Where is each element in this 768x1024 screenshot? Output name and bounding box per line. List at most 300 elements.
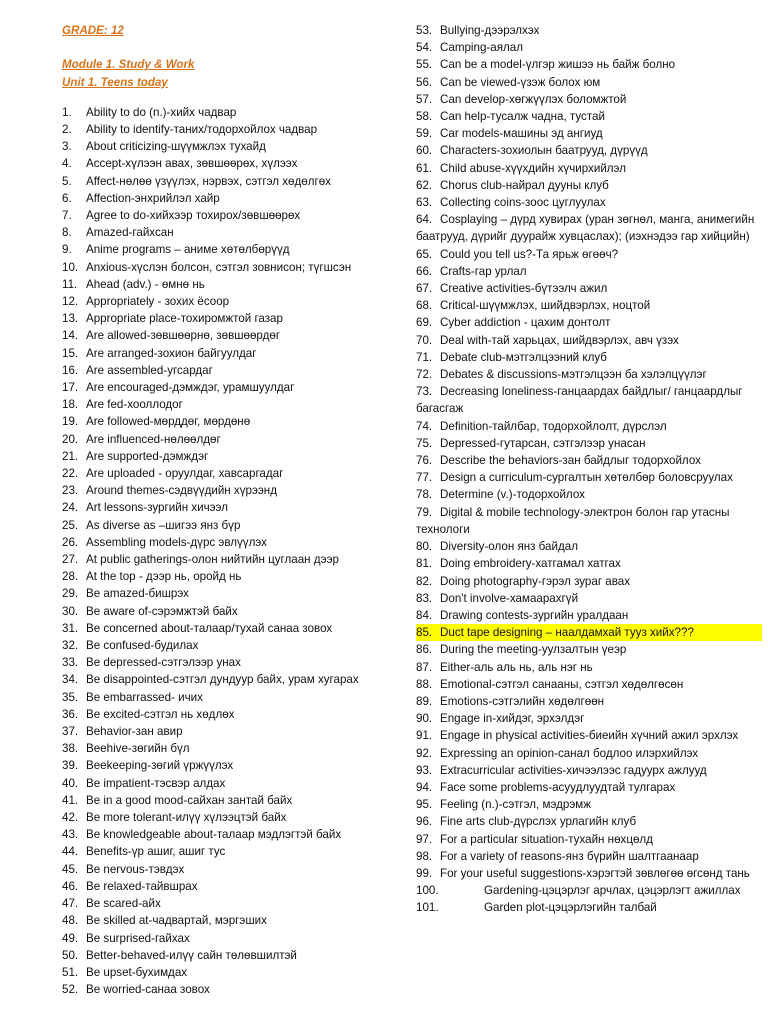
vocab-item bbox=[62, 826, 407, 843]
vocab-item bbox=[416, 710, 762, 727]
vocab-item-text: Appropriately - зохих ёсоор bbox=[86, 294, 230, 308]
vocab-item-text: Appropriate place-тохиромжтой газар bbox=[86, 312, 283, 326]
left-column bbox=[62, 22, 407, 998]
vocab-item bbox=[62, 155, 407, 172]
vocab-item-number: 97. bbox=[416, 832, 433, 846]
vocab-item-text: Be depressed-сэтгэлээр унах bbox=[86, 656, 241, 670]
vocab-item-number: 53. bbox=[416, 24, 433, 37]
vocab-item bbox=[62, 104, 407, 121]
vocab-item bbox=[62, 740, 407, 757]
vocab-item bbox=[62, 276, 407, 293]
vocab-item-text: Engage in-хийдэг, эрхэлдэг bbox=[440, 712, 585, 726]
vocab-item-number: 81. bbox=[416, 557, 433, 571]
vocab-item bbox=[416, 848, 762, 865]
vocab-item bbox=[62, 499, 407, 516]
vocab-item-number: 14. bbox=[62, 329, 79, 343]
vocab-item-text: Accept-хүлээн авах, зөвшөөрөх, хүлээх bbox=[86, 157, 298, 171]
vocab-item bbox=[62, 654, 407, 671]
vocab-item-number: 43. bbox=[62, 828, 79, 842]
vocab-item-text: Expressing an opinion-санал бодлоо илэрхийлэх bbox=[440, 746, 699, 760]
vocab-item-number: 12. bbox=[62, 294, 79, 308]
vocab-item bbox=[416, 366, 762, 383]
vocab-item-text: Agree to do-хийхээр тохирох/зөвшөөрөх bbox=[86, 208, 301, 222]
vocab-item-number: 39. bbox=[62, 759, 79, 773]
vocab-item bbox=[416, 779, 762, 796]
vocab-item-text: Anime programs – аниме хөтөлбөрүүд bbox=[86, 243, 290, 257]
vocab-item-text: Around themes-сэдвүүдийн хүрээнд bbox=[86, 484, 277, 498]
vocab-item bbox=[62, 568, 407, 585]
vocab-item bbox=[62, 706, 407, 723]
vocab-item-number: 46. bbox=[62, 879, 79, 893]
vocab-item-text: As diverse as –шигээ янз бүр bbox=[86, 518, 241, 532]
vocab-item-number: 29. bbox=[62, 587, 79, 601]
vocab-list-left bbox=[62, 104, 407, 999]
vocab-item-text: Be knowledgeable about-талаар мэдлэгтэй байх bbox=[86, 828, 342, 842]
vocab-item bbox=[62, 241, 407, 258]
vocab-item bbox=[416, 486, 762, 503]
vocab-item-text: Depressed-гутарсан, сэтгэлээр унасан bbox=[440, 436, 646, 450]
vocab-item-number: 99. bbox=[416, 866, 433, 880]
vocab-item-number: 36. bbox=[62, 707, 79, 721]
vocab-item bbox=[416, 555, 762, 572]
vocab-item bbox=[62, 861, 407, 878]
vocab-item-text: Emotional-сэтгэл санааны, сэтгэл хөдөлгөсөн bbox=[440, 677, 684, 691]
vocab-item-text: During the meeting-уулзалтын үеэр bbox=[440, 643, 627, 657]
vocab-item bbox=[416, 280, 762, 297]
vocab-item bbox=[62, 190, 407, 207]
vocab-item bbox=[62, 465, 407, 482]
vocab-item-text: Beehive-зөгийн бүл bbox=[86, 742, 190, 756]
vocab-item-text: Duct tape designing – наалдамхай тууз хийх??? bbox=[440, 624, 762, 641]
vocab-item-number: 15. bbox=[62, 346, 79, 360]
vocab-item bbox=[416, 538, 762, 555]
vocab-item bbox=[416, 142, 762, 159]
vocab-item-number: 55. bbox=[416, 58, 433, 72]
vocab-item-number: 58. bbox=[416, 110, 433, 124]
vocab-item-text: Collecting coins-зоос цуглуулах bbox=[440, 196, 606, 210]
vocab-item-number: 34. bbox=[62, 673, 79, 687]
vocab-item-number: 56. bbox=[416, 75, 433, 89]
vocab-item bbox=[416, 177, 762, 194]
vocab-item-text: Be concerned about-талаар/тухай санаа зовох bbox=[86, 621, 333, 635]
vocab-item-text: Are uploaded - оруулдаг, хавсаргадаг bbox=[86, 467, 284, 481]
vocab-item bbox=[416, 573, 762, 590]
vocab-item bbox=[62, 207, 407, 224]
vocab-item-text: Are fed-хооллодог bbox=[86, 398, 183, 412]
vocab-item-number: 32. bbox=[62, 639, 79, 653]
vocab-item-number: 98. bbox=[416, 849, 433, 863]
vocab-item-text: Gardening-цэцэрлэг арчлах, цэцэрлэгт ажиллах bbox=[484, 884, 741, 898]
vocab-item-text: Be disappointed-сэтгэл дундуур байх, урам хугарах bbox=[86, 673, 359, 687]
vocab-item-number: 5. bbox=[62, 174, 72, 188]
vocab-item-number: 88. bbox=[416, 677, 433, 691]
vocab-item-number: 24. bbox=[62, 501, 79, 515]
vocab-item-text: Benefits-үр ашиг, ашиг тус bbox=[86, 845, 226, 859]
vocab-item-text: Be embarrassed- ичих bbox=[86, 690, 203, 704]
vocab-item-number: 93. bbox=[416, 763, 433, 777]
vocab-item bbox=[416, 831, 762, 848]
vocab-item-text: Are allowed-зөвшөөрнө, зөвшөөрдөг bbox=[86, 329, 281, 343]
vocab-item-text: At public gatherings-олон нийтийн цуглаан дээр bbox=[86, 553, 339, 567]
vocab-item-number: 28. bbox=[62, 570, 79, 584]
vocab-item-number: 82. bbox=[416, 574, 433, 588]
vocab-item-number: 73. bbox=[416, 385, 433, 399]
vocab-item bbox=[62, 413, 407, 430]
vocab-item bbox=[416, 91, 762, 108]
vocab-item-number: 31. bbox=[62, 621, 79, 635]
vocab-item-number: 60. bbox=[416, 144, 433, 158]
vocab-item bbox=[62, 637, 407, 654]
vocab-item-number: 13. bbox=[62, 312, 79, 326]
vocab-item bbox=[416, 899, 762, 916]
vocab-item-text: Be scared-айх bbox=[86, 897, 161, 911]
vocab-item-text: For your useful suggestions-хэрэгтэй зөвлөгөө өгсөнд тань bbox=[440, 866, 750, 880]
vocab-item bbox=[62, 121, 407, 138]
vocab-item-text: Feeling (n.)-сэтгэл, мэдрэмж bbox=[440, 798, 591, 812]
vocab-item-number: 41. bbox=[62, 793, 79, 807]
vocab-item-text: Fine arts club-дүрслэх урлагийн клуб bbox=[440, 815, 637, 829]
vocab-item-number: 27. bbox=[62, 553, 79, 567]
vocab-item-number: 80. bbox=[416, 540, 433, 554]
vocab-item-number: 8. bbox=[62, 226, 72, 240]
vocab-item-number: 38. bbox=[62, 742, 79, 756]
vocab-item bbox=[62, 930, 407, 947]
vocab-item-text: Definition-тайлбар, тодорхойлолт, дүрслэл bbox=[440, 419, 667, 433]
vocab-item bbox=[62, 689, 407, 706]
vocab-item-text: Be excited-сэтгэл нь хөдлөх bbox=[86, 707, 235, 721]
vocab-item bbox=[62, 878, 407, 895]
vocab-item bbox=[416, 659, 762, 676]
vocab-item bbox=[62, 517, 407, 534]
vocab-item-number: 1. bbox=[62, 105, 72, 119]
vocab-item-text: Drawing contests-зургийн уралдаан bbox=[440, 608, 629, 622]
vocab-item bbox=[62, 620, 407, 637]
vocab-item-text: Describe the behaviors-зан байдлыг тодорхойлох bbox=[440, 454, 701, 468]
vocab-item bbox=[62, 809, 407, 826]
vocab-item-number: 61. bbox=[416, 161, 433, 175]
vocab-item-number: 20. bbox=[62, 432, 79, 446]
vocab-item-number: 77. bbox=[416, 471, 433, 485]
vocab-item bbox=[416, 607, 762, 624]
vocab-item-number: 62. bbox=[416, 178, 433, 192]
vocab-item bbox=[416, 796, 762, 813]
vocab-item bbox=[416, 74, 762, 91]
vocab-item-text: Beekeeping-зөгий үржүүлэх bbox=[86, 759, 234, 773]
vocab-item bbox=[416, 813, 762, 830]
vocab-item-text: Extracurricular activities-хичээлээс гадуурх ажлууд bbox=[440, 763, 707, 777]
vocab-item-number: 87. bbox=[416, 660, 433, 674]
vocab-item bbox=[62, 379, 407, 396]
vocab-item-number: 22. bbox=[62, 467, 79, 481]
vocab-item-number: 23. bbox=[62, 484, 79, 498]
vocab-item-number: 17. bbox=[62, 381, 79, 394]
vocab-item bbox=[416, 624, 762, 641]
vocab-item-number: 68. bbox=[416, 299, 433, 313]
module-heading: Module 1. Study & Work bbox=[62, 58, 195, 72]
vocab-item-text: At the top - дээр нь, оройд нь bbox=[86, 570, 242, 584]
vocab-item bbox=[416, 263, 762, 280]
vocab-item bbox=[62, 757, 407, 774]
vocab-item bbox=[416, 745, 762, 762]
vocab-item bbox=[416, 504, 762, 538]
vocab-item-number: 74. bbox=[416, 419, 433, 433]
vocab-item bbox=[62, 224, 407, 241]
vocab-item-number: 89. bbox=[416, 694, 433, 708]
vocab-item-text: Behavior-зан авир bbox=[86, 725, 183, 739]
vocab-item-number: 100. bbox=[416, 884, 439, 898]
vocab-item-text: Car models-машины эд ангиуд bbox=[440, 127, 603, 141]
vocab-item-text: Better-behaved-илүү сайн төлөвшилтэй bbox=[86, 948, 297, 962]
vocab-item-text: Face some problems-асуудлуудтай тулгарах bbox=[440, 780, 676, 794]
vocab-item-text: Creative activities-бүтээлч ажил bbox=[440, 282, 608, 296]
vocab-item bbox=[62, 138, 407, 155]
vocab-item-number: 54. bbox=[416, 41, 433, 55]
unit-heading: Unit 1. Teens today bbox=[62, 75, 168, 89]
vocab-item-text: Decreasing loneliness-ганцаардах байдлыг/ ганцаардлыг багасгаж bbox=[416, 385, 743, 416]
vocab-item-number: 63. bbox=[416, 196, 433, 210]
vocab-item bbox=[416, 349, 762, 366]
vocab-item-number: 76. bbox=[416, 454, 433, 468]
vocab-item-number: 70. bbox=[416, 333, 433, 347]
vocab-item-text: Be skilled at-чадвартай, мэргэших bbox=[86, 914, 267, 928]
vocab-item bbox=[62, 293, 407, 310]
vocab-item-number: 94. bbox=[416, 780, 433, 794]
vocab-item-number: 71. bbox=[416, 350, 433, 364]
vocab-item-text: Anxious-хүслэн болсон, сэтгэл зовнисон; түгшсэн bbox=[86, 260, 352, 274]
vocab-item-text: Characters-зохиолын баатрууд, дүрүүд bbox=[440, 144, 648, 158]
vocab-item-number: 30. bbox=[62, 604, 79, 618]
vocab-item-number: 10. bbox=[62, 260, 79, 274]
vocab-item-text: Affect-нөлөө үзүүлэх, нэрвэх, сэтгэл хөдөлгөх bbox=[86, 174, 331, 188]
vocab-item bbox=[62, 603, 407, 620]
vocab-item-number: 16. bbox=[62, 363, 79, 377]
vocab-item-text: Cosplaying – дүрд хувирах (уран зөгнөл, манга, анимегийн баатрууд, дүрийг дуурайж хувцаслах); (иэхнэдээ гар хийцийн) bbox=[416, 213, 755, 244]
vocab-item bbox=[62, 585, 407, 602]
vocab-item-text: For a variety of reasons-янз бүрийн шалтгаанаар bbox=[440, 849, 699, 863]
vocab-item bbox=[416, 125, 762, 142]
vocab-item-number: 86. bbox=[416, 643, 433, 657]
vocab-item-text: Emotions-сэтгэлийн хөдөлгөөн bbox=[440, 694, 605, 708]
vocab-item-number: 35. bbox=[62, 690, 79, 704]
vocab-item-text: Could you tell us?-Та ярьж өгөөч? bbox=[440, 247, 619, 261]
vocab-item-number: 65. bbox=[416, 247, 433, 261]
vocab-item bbox=[416, 246, 762, 263]
vocab-item bbox=[62, 310, 407, 327]
vocab-item-number: 42. bbox=[62, 811, 79, 825]
vocab-item-text: Be in a good mood-сайхан зантай байх bbox=[86, 793, 293, 807]
vocab-item bbox=[62, 448, 407, 465]
vocab-item-number: 78. bbox=[416, 488, 433, 502]
vocab-item bbox=[62, 396, 407, 413]
right-column bbox=[416, 22, 762, 917]
vocab-item bbox=[416, 332, 762, 349]
vocab-item-number: 48. bbox=[62, 914, 79, 928]
vocab-item bbox=[416, 160, 762, 177]
vocab-item-number: 21. bbox=[62, 449, 79, 463]
vocab-item-number: 49. bbox=[62, 931, 79, 945]
vocab-item-text: Be more tolerant-илүү хүлээцтэй байх bbox=[86, 811, 287, 825]
vocab-item-text: Be surprised-гайхах bbox=[86, 931, 190, 945]
vocab-item-number: 33. bbox=[62, 656, 79, 670]
vocab-item bbox=[62, 259, 407, 276]
vocab-item bbox=[62, 981, 407, 998]
vocab-item-text: Affection-энхрийлэл хайр bbox=[86, 191, 220, 205]
vocab-item bbox=[62, 843, 407, 860]
vocab-item-text: Debate club-мэтгэлцээний клуб bbox=[440, 350, 607, 364]
vocab-item-number: 85. bbox=[416, 624, 440, 641]
vocab-item-text: Be worried-санаа зовох bbox=[86, 983, 210, 997]
vocab-item-number: 19. bbox=[62, 415, 79, 429]
vocab-item-number: 96. bbox=[416, 815, 433, 829]
vocab-item bbox=[62, 964, 407, 981]
vocab-item bbox=[416, 383, 762, 417]
vocab-item bbox=[62, 327, 407, 344]
vocab-item-number: 69. bbox=[416, 316, 433, 330]
vocab-item bbox=[62, 912, 407, 929]
vocab-item bbox=[416, 727, 762, 744]
vocab-item-text: Chorus club-найрал дууны клуб bbox=[440, 178, 609, 192]
vocab-item bbox=[416, 211, 762, 245]
vocab-item-text: For a particular situation-тухайн нөхцөлд bbox=[440, 832, 653, 846]
vocab-list-right bbox=[416, 22, 762, 917]
vocab-item-number: 3. bbox=[62, 140, 72, 154]
vocab-item-number: 50. bbox=[62, 948, 79, 962]
vocab-item-number: 18. bbox=[62, 398, 79, 412]
vocab-item-text: Can be a model-үлгэр жишээ нь байж болно bbox=[440, 58, 676, 72]
vocab-item bbox=[416, 452, 762, 469]
vocab-item bbox=[416, 882, 762, 899]
vocab-item-text: Deal with-тай харьцах, шийдвэрлэх, авч үзэх bbox=[440, 333, 679, 347]
vocab-item bbox=[62, 173, 407, 190]
vocab-item bbox=[62, 551, 407, 568]
vocab-item-text: Ability to identify-таних/тодорхойлох чадвар bbox=[86, 122, 318, 136]
vocab-item bbox=[416, 435, 762, 452]
vocab-item-text: Bullying-дээрэлхэх bbox=[440, 24, 540, 37]
vocab-item bbox=[416, 314, 762, 331]
vocab-item-number: 26. bbox=[62, 535, 79, 549]
grade-heading: GRADE: 12 bbox=[62, 24, 124, 37]
vocab-item-text: Be aware of-сэрэмжтэй байх bbox=[86, 604, 238, 618]
vocab-item-number: 11. bbox=[62, 277, 78, 291]
vocab-item bbox=[416, 641, 762, 658]
vocab-item-number: 6. bbox=[62, 191, 72, 205]
vocab-item-text: Art lessons-зургийн хичээл bbox=[86, 501, 228, 515]
vocab-item-number: 9. bbox=[62, 243, 72, 257]
vocab-item bbox=[62, 345, 407, 362]
vocab-item bbox=[416, 762, 762, 779]
vocab-item bbox=[62, 723, 407, 740]
vocab-item-text: Don't involve-хамаарахгүй bbox=[440, 591, 579, 605]
vocab-item-text: Ability to do (n.)-хийх чадвар bbox=[86, 105, 237, 119]
vocab-item-number: 47. bbox=[62, 897, 79, 911]
vocab-item bbox=[416, 590, 762, 607]
vocab-item-text: Doing embroidery-хатгамал хатгах bbox=[440, 557, 621, 571]
vocab-item-number: 72. bbox=[416, 368, 433, 382]
vocab-item-number: 37. bbox=[62, 725, 79, 739]
vocab-item bbox=[62, 431, 407, 448]
vocab-item-text: Are supported-дэмждэг bbox=[86, 449, 209, 463]
vocab-item-number: 79. bbox=[416, 505, 433, 519]
vocab-item-number: 83. bbox=[416, 591, 433, 605]
vocab-item-text: Are encouraged-дэмждэг, урамшуулдаг bbox=[86, 381, 295, 394]
vocab-item-text: Garden plot-цэцэрлэгийн талбай bbox=[484, 901, 657, 915]
vocab-item bbox=[62, 775, 407, 792]
vocab-item-text: Diversity-олон янз байдал bbox=[440, 540, 578, 554]
vocab-item bbox=[416, 693, 762, 710]
vocab-item-text: Camping-аялал bbox=[440, 41, 523, 55]
vocab-item bbox=[62, 671, 407, 688]
vocab-item-text: Child abuse-хүүхдийн хүчирхийлэл bbox=[440, 161, 626, 175]
vocab-item-number: 101. bbox=[416, 901, 439, 915]
vocab-item-number: 57. bbox=[416, 92, 433, 106]
vocab-item bbox=[416, 676, 762, 693]
vocab-item-text: Can develop-хөгжүүлэх боломжтой bbox=[440, 92, 627, 106]
vocab-item-text: Be amazed-бишрэх bbox=[86, 587, 189, 601]
vocab-item-text: About criticizing-шүүмжлэх тухайд bbox=[86, 140, 266, 154]
vocab-item bbox=[62, 947, 407, 964]
vocab-item bbox=[62, 362, 407, 379]
vocab-item bbox=[62, 895, 407, 912]
vocab-item-number: 67. bbox=[416, 282, 433, 296]
vocab-item bbox=[416, 22, 762, 39]
vocab-item-number: 91. bbox=[416, 729, 433, 743]
vocab-item bbox=[416, 418, 762, 435]
vocab-item-number: 75. bbox=[416, 436, 433, 450]
vocab-item bbox=[416, 194, 762, 211]
vocab-item-number: 59. bbox=[416, 127, 433, 141]
vocab-item-text: Be impatient-тэсвэр алдах bbox=[86, 776, 226, 790]
vocab-item-text: Can help-тусалж чадна, тустай bbox=[440, 110, 605, 124]
vocab-item-number: 4. bbox=[62, 157, 72, 171]
vocab-item bbox=[62, 534, 407, 551]
vocab-item bbox=[416, 108, 762, 125]
vocab-item bbox=[416, 56, 762, 73]
vocab-item-text: Doing photography-гэрэл зураг авах bbox=[440, 574, 630, 588]
vocab-item-text: Be nervous-тэвдэх bbox=[86, 862, 185, 876]
vocab-item bbox=[416, 297, 762, 314]
vocab-item-number: 90. bbox=[416, 712, 433, 726]
vocab-item-text: Assembling models-дүрс эвлүүлэх bbox=[86, 535, 267, 549]
vocab-item-text: Amazed-гайхсан bbox=[86, 226, 174, 240]
vocab-item bbox=[416, 865, 762, 882]
vocab-item-text: Be relaxed-тайвшрах bbox=[86, 879, 198, 893]
vocab-item-number: 44. bbox=[62, 845, 79, 859]
vocab-item-text: Design a curriculum-сургалтын хөтөлбөр боловсруулах bbox=[440, 471, 733, 485]
vocab-item-number: 40. bbox=[62, 776, 79, 790]
vocab-item-number: 52. bbox=[62, 983, 79, 997]
vocab-item-text: Be upset-бухимдах bbox=[86, 965, 188, 979]
vocab-item-number: 51. bbox=[62, 965, 79, 979]
vocab-item-text: Cyber addiction - цахим донтолт bbox=[440, 316, 611, 330]
vocab-item-text: Are arranged-зохион байгуулдаг bbox=[86, 346, 257, 360]
vocab-item-number: 45. bbox=[62, 862, 79, 876]
vocab-item-text: Are followed-мөрддөг, мөрдөнө bbox=[86, 415, 251, 429]
vocab-item-number: 25. bbox=[62, 518, 79, 532]
vocab-item-number: 7. bbox=[62, 208, 72, 222]
vocab-item-number: 66. bbox=[416, 264, 433, 278]
vocab-item-number: 95. bbox=[416, 798, 433, 812]
vocab-item-text: Are assembled-угсардаг bbox=[86, 363, 213, 377]
vocab-item bbox=[62, 482, 407, 499]
vocab-item bbox=[62, 792, 407, 809]
vocab-item-number: 92. bbox=[416, 746, 433, 760]
vocab-item-text: Engage in physical activities-биеийн хүчний ажил эрхлэх bbox=[440, 729, 739, 743]
vocab-item-number: 2. bbox=[62, 122, 72, 136]
vocab-item-text: Are influenced-нөлөөлдөг bbox=[86, 432, 221, 446]
vocab-item-text: Digital & mobile technology-электрон болон гар утасны технологи bbox=[416, 505, 730, 536]
vocab-item-text: Debates & discussions-мэтгэлцээн ба хэлэлцүүлэг bbox=[440, 368, 707, 382]
vocab-item-text: Determine (v.)-тодорхойлох bbox=[440, 488, 585, 502]
